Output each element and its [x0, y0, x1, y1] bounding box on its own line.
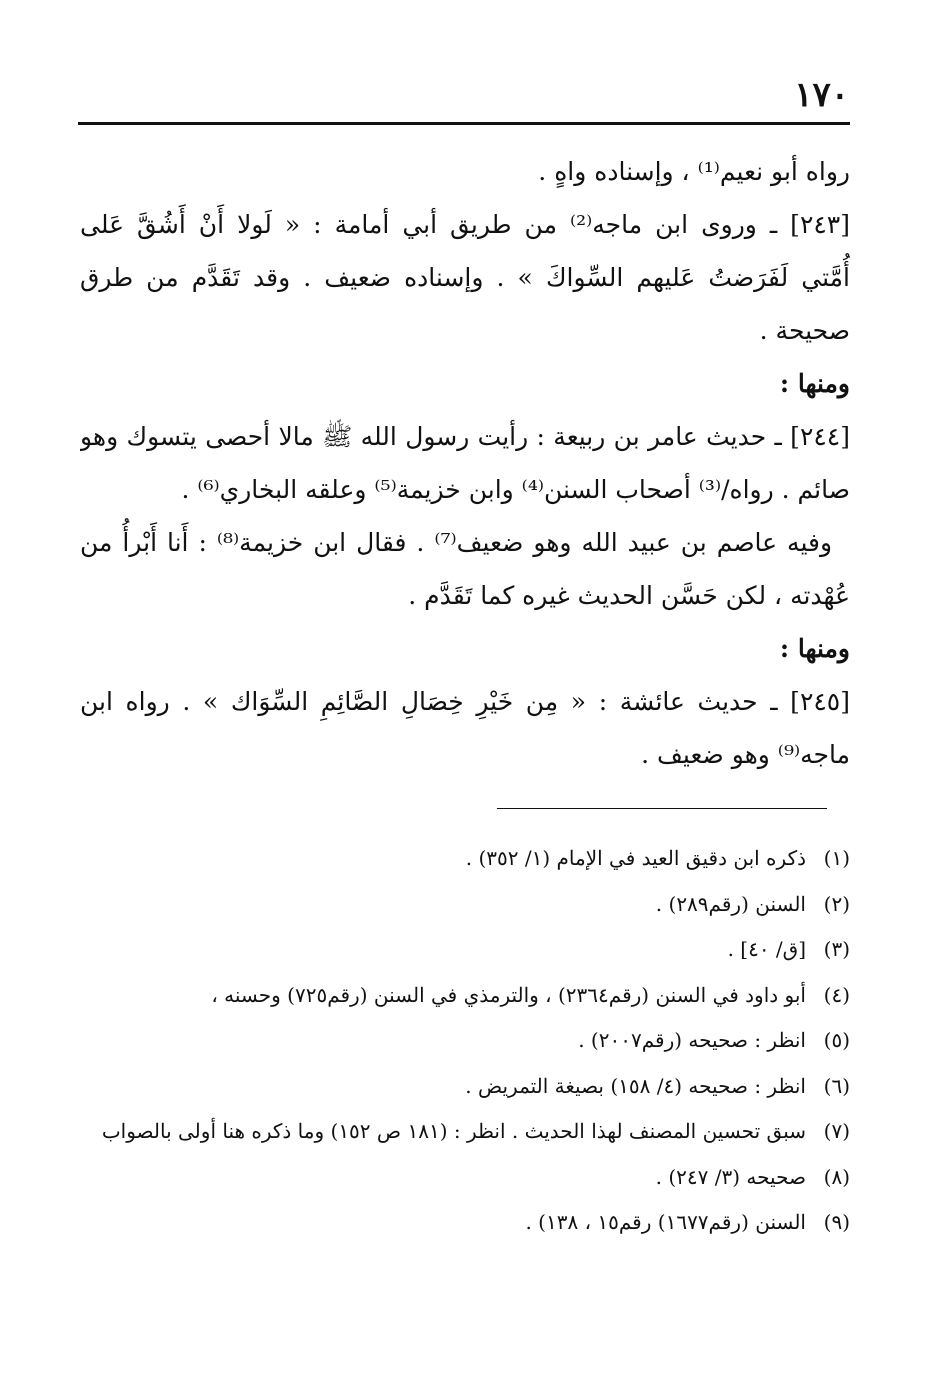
text-line-4: صحيحة .	[759, 316, 850, 345]
footnote-number: (٢)	[823, 891, 850, 916]
footnote-text: أبو داود في السنن (رقم٢٣٦٤) ، والترمذي في السنن (رقم٧٢٥) وحسنه ،	[211, 982, 806, 1007]
section-heading-2: ومنها :	[779, 634, 850, 663]
footnote-text: السنن (رقم٢٨٩) .	[655, 891, 806, 916]
footnote-number: (١)	[823, 846, 850, 870]
footnote-2	[70, 882, 850, 928]
text-line-9: عُهْدته ، لكن حَسَّن الحديث غيره كما تَقَدَّم .	[408, 581, 850, 610]
text-line-11: [٢٤٥] ـ حديث عائشة : « مِن خَيْرِ خِصَالِ الصَّائِمِ السِّوَاك » . رواه ابن	[80, 687, 850, 716]
footnote-9	[70, 1200, 850, 1246]
footnote-number: (٧)	[823, 1119, 850, 1143]
footnote-8	[70, 1155, 850, 1201]
text-line-12: ماجه⁽⁹⁾ وهو ضعيف .	[641, 740, 850, 769]
section-heading-1: ومنها :	[779, 369, 850, 398]
footnote-5	[70, 1018, 850, 1064]
footnote-number: (٨)	[823, 1164, 850, 1189]
main-text	[80, 145, 850, 781]
footnote-number: (٤)	[823, 982, 850, 1007]
footnote-text: انظر : صحيحه (٤/ ١٥٨) بصيغة التمريض .	[465, 1073, 806, 1098]
footnote-3	[70, 927, 850, 973]
footnote-separator	[497, 808, 827, 809]
footnote-number: (٥)	[823, 1028, 850, 1052]
text-line-7: صائم . رواه/⁽³⁾ أصحاب السنن⁽⁴⁾ وابن خزيمة⁽⁵⁾ وعلقه البخاري⁽⁶⁾ .	[181, 475, 850, 504]
page-number: ١٧٠	[794, 75, 849, 115]
footnote-number: (٩)	[823, 1210, 850, 1234]
footnote-1	[70, 836, 850, 882]
footnote-7	[70, 1109, 850, 1155]
footnote-text: سبق تحسين المصنف لهذا الحديث . انظر : (١٨١ ص ١٥٢) وما ذكره هنا أولى بالصواب	[101, 1119, 806, 1143]
footnote-number: (٣)	[823, 937, 850, 961]
footnote-number: (٦)	[823, 1073, 850, 1098]
text-line-6: [٢٤٤] ـ حديث عامر بن ربيعة : رأيت رسول الله ﷺ مالا أحصى يتسوك وهو	[80, 422, 850, 451]
footnote-6	[70, 1064, 850, 1110]
footnote-4	[70, 973, 850, 1019]
footnote-text: [ق/ ٤٠] .	[727, 937, 806, 961]
footnote-text: انظر : صحيحه (رقم٢٠٠٧) .	[578, 1028, 806, 1052]
header-rule	[78, 122, 850, 125]
text-line-2: [٢٤٣] ـ وروى ابن ماجه⁽²⁾ من طريق أبي أمامة : « لَولا أَنْ أَشُقَّ عَلى	[80, 210, 850, 239]
text-line-3: أُمَّتي لَفَرَضتُ عَليهم السِّواكَ » . وإسناده ضعيف . وقد تَقَدَّم من طرق	[80, 263, 850, 292]
text-line-8: وفيه عاصم بن عبيد الله وهو ضعيف⁽⁷⁾ . فقال ابن خزيمة⁽⁸⁾ : أَنا أَبْرأُ من	[80, 528, 833, 557]
footnotes	[70, 836, 850, 1246]
footnote-text: ذكره ابن دقيق العيد في الإمام (١/ ٣٥٢) .	[465, 846, 806, 870]
text-line-1: رواه أبو نعيم⁽¹⁾ ، وإسناده واهٍ .	[538, 157, 850, 186]
footnote-text: صحيحه (٣/ ٢٤٧) .	[655, 1164, 806, 1189]
footnote-text: السنن (رقم١٦٧٧) رقم١٥ ، ١٣٨) .	[525, 1210, 806, 1234]
